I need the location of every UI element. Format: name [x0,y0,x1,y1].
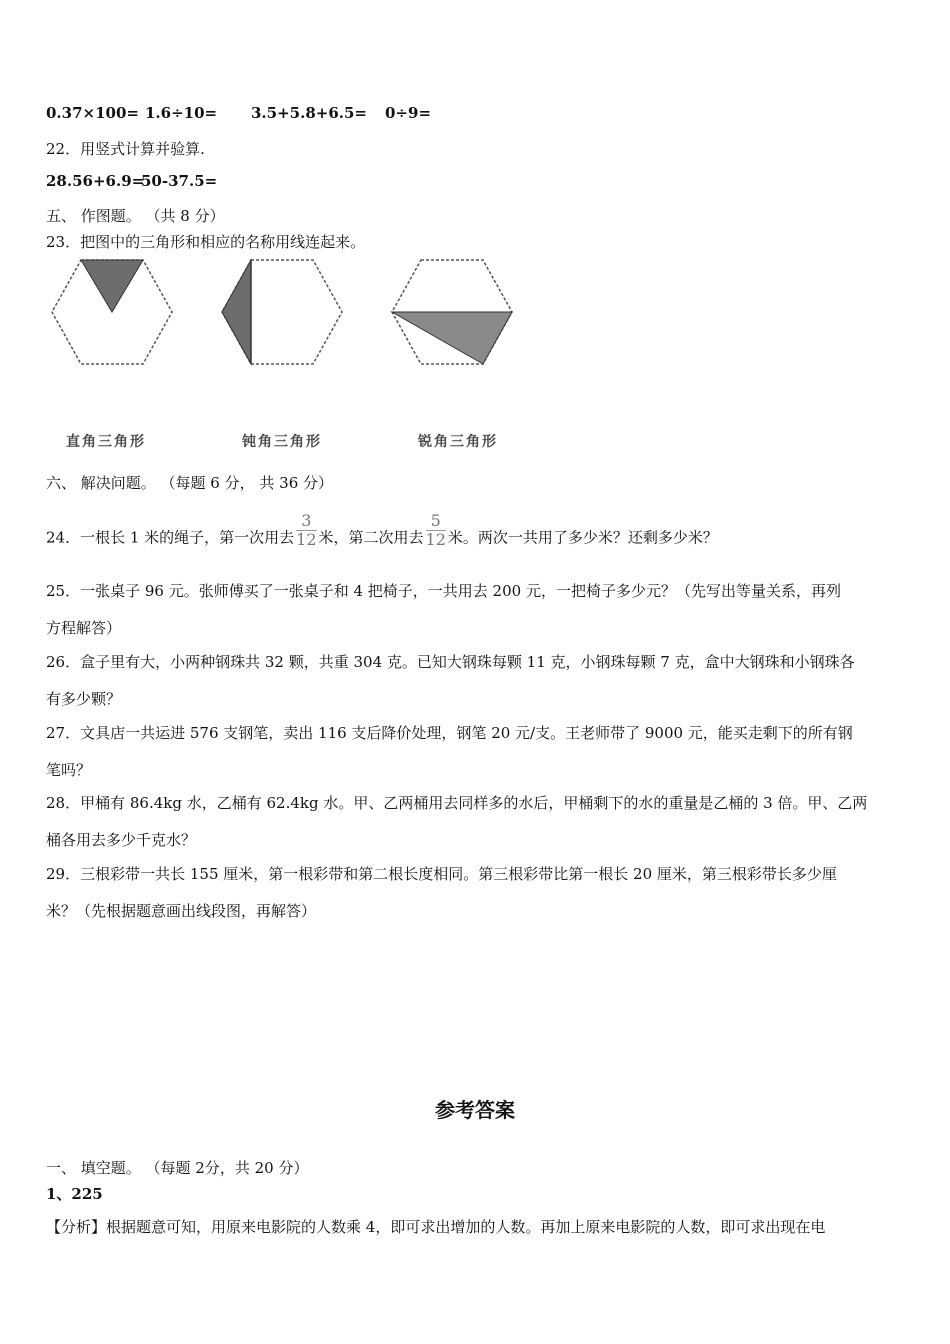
question-25-cont: 方程解答） [46,619,122,637]
question-28-cont: 桶各用去多少千克水？ [46,831,197,849]
question-23: 23．把图中的三角形和相应的名称用线连起来。 [46,233,366,251]
fraction [296,512,316,549]
denominator: 12 [296,530,317,549]
calc-item: 0.37×100= [46,104,139,122]
section-6-heading: 六、 解决问题。 （每题 6 分， 共 36 分） [46,474,334,492]
question-28: 28．甲桶有 86.4kg 水，乙桶有 62.4kg 水。甲、乙两桶用去同样多的水后，甲桶剩下的水的重量是乙桶的 3 倍。甲、乙两 [46,794,868,812]
label-acute-triangle: 锐角三角形 [418,434,498,450]
denominator: 12 [425,530,446,549]
section-5-heading: 五、 作图题。 （共 8 分） [46,207,225,225]
question-22: 22．用竖式计算并验算. [46,140,205,158]
question-27: 27．文具店一共运进 576 支钢笔，卖出 116 支后降价处理，钢笔 20 元/支。王老师带了 9000 元，能买走剩下的所有钢 [46,724,853,742]
calc-item: 0÷9= [385,104,432,122]
q24-text: 米。两次一共用了多少米？还剩多少米？ [447,528,718,547]
question-29-cont: 米？（先根据题意画出线段图，再解答） [46,902,317,920]
question-27-cont: 笔吗？ [46,761,92,779]
hexagon-figure-1 [50,258,174,366]
question-29: 29．三根彩带一共长 155 厘米，第一根彩带和第二根长度相同。第三根彩带比第一根长 20 厘米，第三根彩带长多少厘 [46,865,837,883]
question-26-cont: 有多少颗？ [46,690,122,708]
question-24 [46,511,718,557]
q24-text: 24．一根长 1 米的绳子，第一次用去 [46,528,295,547]
answer-1: 1、225 [46,1185,103,1203]
hexagon-figure-2 [220,258,344,366]
hexagon-figure-3 [390,258,514,366]
calc-item: 1.6÷10= [145,104,218,122]
numerator: 5 [426,512,446,531]
analysis-text: 【分析】根据题意可知，用原来电影院的人数乘 4，即可求出增加的人数。再加上原来电影院的人数，即可求出现在电 [46,1218,826,1236]
calc-item: 28.56+6.9= [46,172,145,190]
calc-item: 50-37.5= [141,172,218,190]
label-right-triangle: 直角三角形 [66,434,146,450]
label-obtuse-triangle: 钝角三角形 [242,434,322,450]
fraction [426,512,446,549]
q24-text: 米，第二次用去 [318,528,424,547]
calc-item: 3.5+5.8+6.5= [251,104,367,122]
section-1-heading: 一、 填空题。 （每题 2分，共 20 分） [46,1159,309,1177]
numerator: 3 [296,512,316,531]
question-25: 25．一张桌子 96 元。张师傅买了一张桌子和 4 把椅子，一共用去 200 元，一把椅子多少元？（先写出等量关系，再列 [46,582,841,600]
question-26: 26．盒子里有大，小两种钢珠共 32 颗，共重 304 克。已知大钢珠每颗 11 克，小钢珠每颗 7 克，盒中大钢珠和小钢珠各 [46,653,855,671]
answer-title: 参考答案 [435,1098,515,1122]
